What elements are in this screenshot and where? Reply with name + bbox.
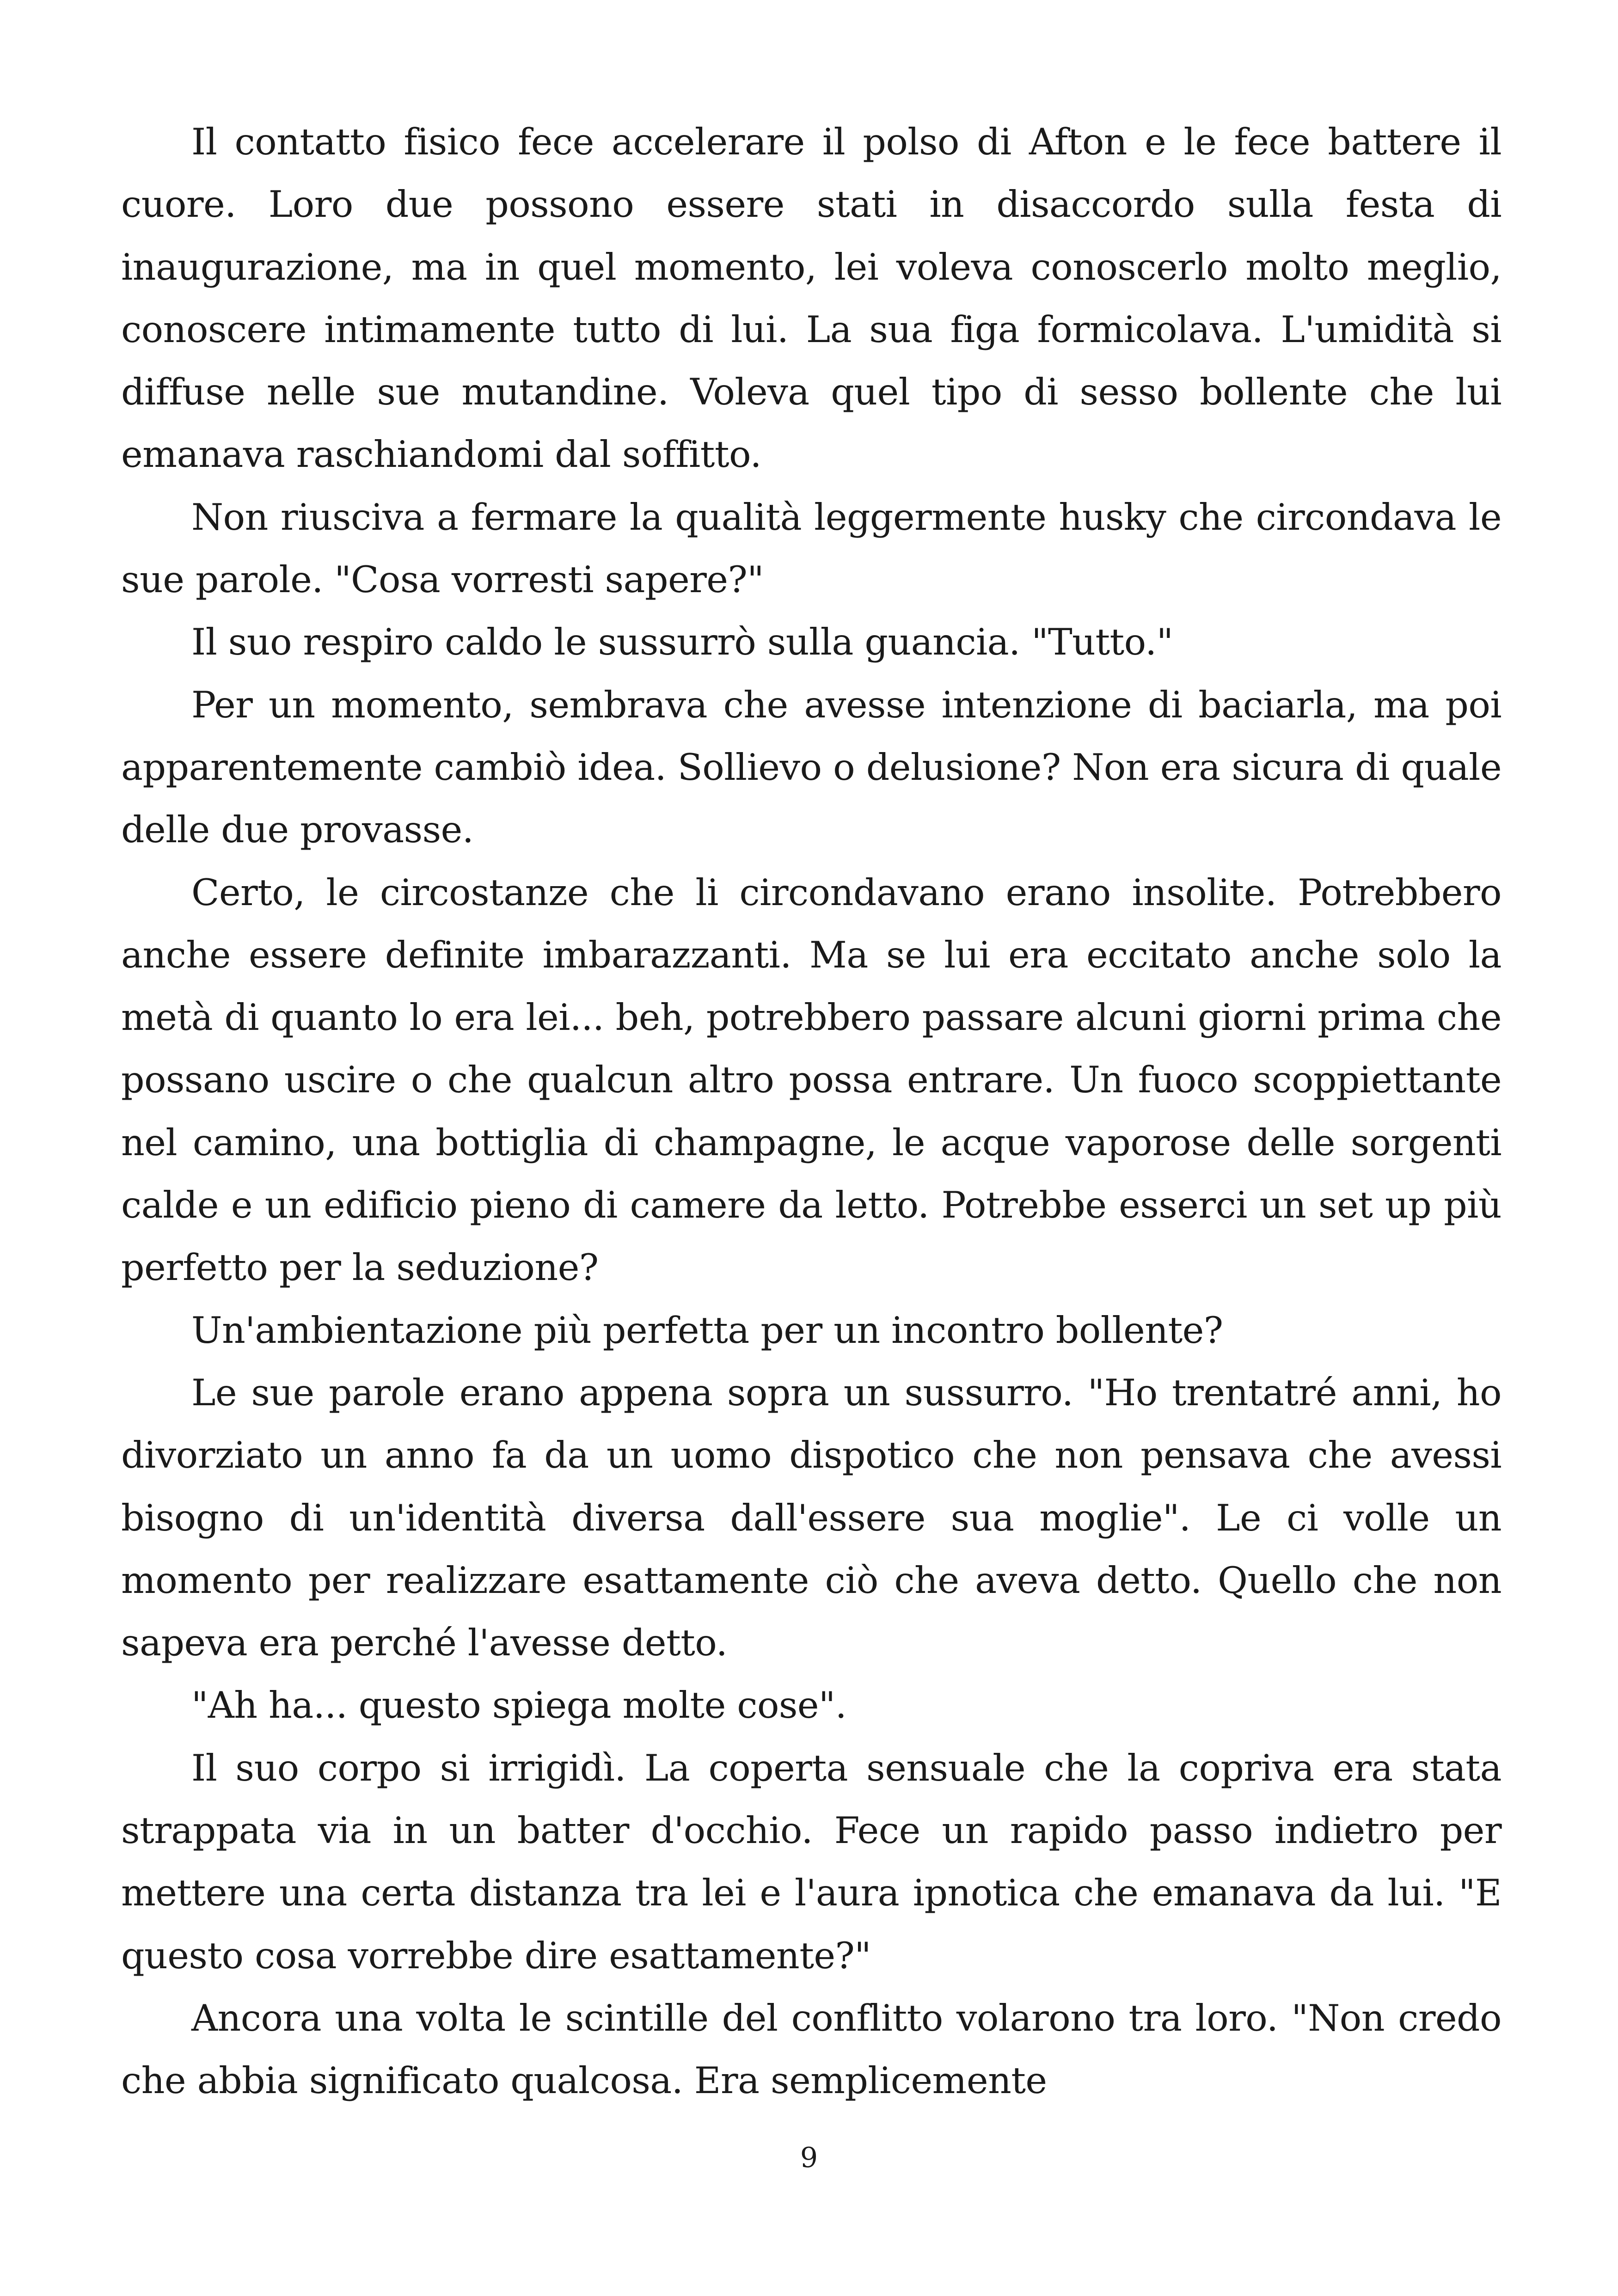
paragraph-4: Per un momento, sembrava che avesse intenzione di baciarla, ma poi apparentemente cambiò idea. Sollievo o delusione? Non era sicura di quale delle due provasse. (121, 683, 1502, 851)
paragraph-9: Il suo corpo si irrigidì. La coperta sensuale che la copriva era stata strappata via in un batter d'occhio. Fece un rapido passo indietro per mettere una certa distanza tra lei e l'aura ipnotica che emanava da lui. "E questo cosa vorrebbe dire esattamente?" (121, 1746, 1502, 1977)
paragraph-3: Il suo respiro caldo le sussurrò sulla guancia. "Tutto." (191, 621, 1173, 664)
paragraph-6: Un'ambientazione più perfetta per un incontro bollente? (191, 1309, 1223, 1352)
paragraph-5: Certo, le circostanze che li circondavano erano insolite. Potrebbero anche essere definite imbarazzanti. Ma se lui era eccitato anche solo la metà di quanto lo era lei... beh, potrebbero passare alcuni giorni prima che possano uscire o che qualcun altro possa entrare. Un fuoco scoppiettante nel camino, una bottiglia di champagne, le acque vaporose delle sorgenti calde e un edificio pieno di camere da letto. Potrebbe esserci un set up più perfetto per la seduzione? (121, 871, 1502, 1289)
paragraph-10: Ancora una volta le scintille del conflitto volarono tra loro. "Non credo che abbia significato qualcosa. Era semplicemente (121, 1996, 1502, 2102)
paragraph-2: Non riusciva a fermare la qualità leggermente husky che circondava le sue parole. "Cosa vorresti sapere?" (121, 496, 1502, 601)
paragraph-1: Il contatto fisico fece accelerare il polso di Afton e le fece battere il cuore. Loro due possono essere stati in disaccordo sulla festa di inaugurazione, ma in quel momento, lei voleva conoscerlo molto meglio, conoscere intimamente tutto di lui. La sua figa formicolava. L'umidità si diffuse nelle sue mutandine. Voleva quel tipo di sesso bollente che lui emanava raschiandomi dal soffitto. (121, 121, 1502, 476)
paragraph-8: "Ah ha... questo spiega molte cose". (191, 1684, 847, 1727)
page-body (121, 111, 1502, 2112)
paragraph-7: Le sue parole erano appena sopra un sussurro. "Ho trentatré anni, ho divorziato un anno fa da un uomo dispotico che non pensava che avessi bisogno di un'identità diversa dall'essere sua moglie". Le ci volle un momento per realizzare esattamente ciò che aveva detto. Quello che non sapeva era perché l'avesse detto. (121, 1371, 1502, 1665)
page-number: 9 (800, 2142, 818, 2174)
